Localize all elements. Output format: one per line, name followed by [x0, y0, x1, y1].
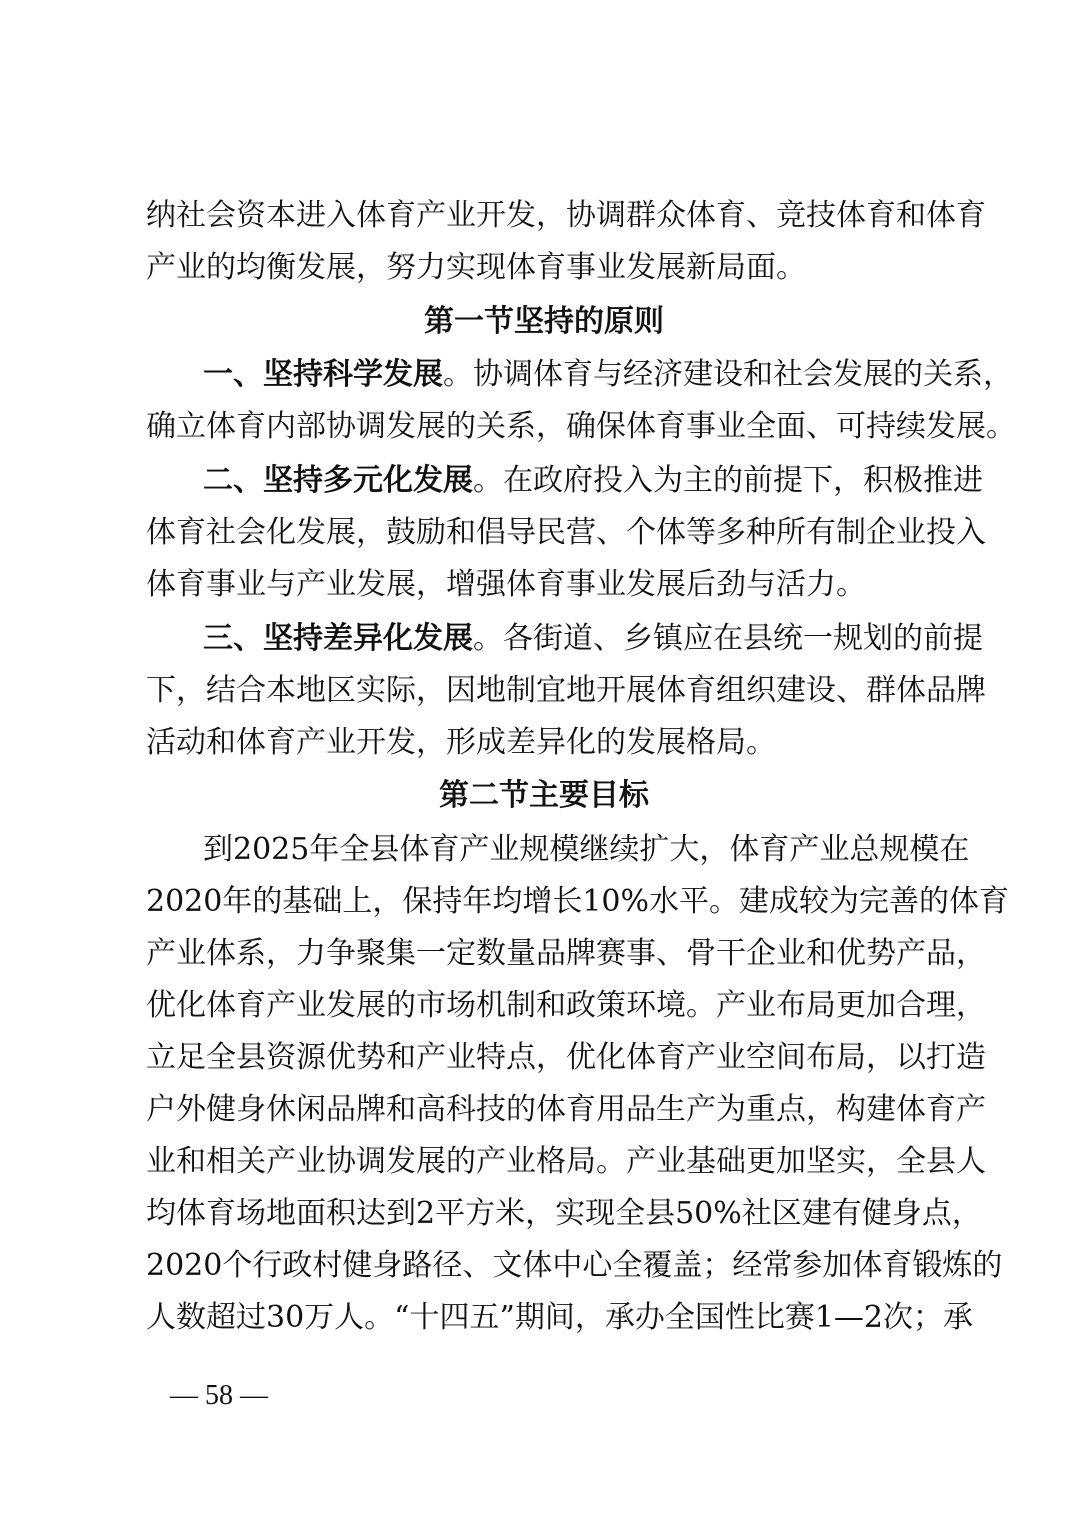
- goal-line-10: 人数超过30万人。“十四五”期间，承办全国性比赛1—2次；承: [146, 1300, 974, 1335]
- goal-line-3: 产业体系，力争聚集一定数量品牌赛事、骨干企业和优势产品，: [146, 936, 986, 971]
- goal-line-6: 户外健身休闲品牌和高科技的体育用品生产为重点，构建体育产: [146, 1092, 986, 1127]
- principle-1-title: 一、坚持科学发展: [203, 357, 443, 392]
- principle-2-text: 。在政府投入为主的前提下，积极推进: [473, 463, 983, 498]
- goal-line-4: 优化体育产业发展的市场机制和政策环境。产业布局更加合理，: [146, 988, 986, 1023]
- section-1-heading: 第一节坚持的原则: [424, 304, 664, 339]
- principle-2-line-1: [203, 455, 983, 507]
- principle-1-line-2: 确立体育内部协调发展的关系，确保体育事业全面、可持续发展。: [146, 409, 1016, 444]
- intro-line-1: 纳社会资本进入体育产业开发，协调群众体育、竞技体育和体育: [146, 198, 986, 233]
- principle-1-line-1: [203, 349, 1013, 401]
- principle-1-text: 。协调体育与经济建设和社会发展的关系，: [443, 357, 1013, 392]
- page-number: — 58 —: [170, 1380, 268, 1411]
- principle-3-title: 三、坚持差异化发展: [203, 621, 473, 656]
- goal-line-5: 立足全县资源优势和产业特点，优化体育产业空间布局，以打造: [146, 1040, 986, 1075]
- principle-2-line-3: 体育事业与产业发展，增强体育事业发展后劲与活力。: [146, 567, 866, 602]
- principle-3-line-3: 活动和体育产业开发，形成差异化的发展格局。: [146, 725, 776, 760]
- principle-3-line-1: [203, 613, 983, 665]
- goal-line-2: 2020年的基础上，保持年均增长10%水平。建成较为完善的体育: [146, 884, 1010, 919]
- principle-3-line-2: 下，结合本地区实际，因地制宜地开展体育组织建设、群体品牌: [146, 673, 986, 708]
- intro-line-2: 产业的均衡发展，努力实现体育事业发展新局面。: [146, 250, 806, 285]
- principle-2-title: 二、坚持多元化发展: [203, 463, 473, 498]
- principle-2-line-2: 体育社会化发展，鼓励和倡导民营、个体等多种所有制企业投入: [146, 515, 986, 550]
- goal-line-1: 到2025年全县体育产业规模继续扩大，体育产业总规模在: [203, 832, 970, 867]
- principle-3-text: 。各街道、乡镇应在县统一规划的前提: [473, 621, 983, 656]
- goal-line-9: 2020个行政村健身路径、文体中心全覆盖；经常参加体育锻炼的: [146, 1248, 1003, 1283]
- goal-line-8: 均体育场地面积达到2平方米，实现全县50%社区建有健身点，: [146, 1196, 982, 1231]
- section-2-heading: 第二节主要目标: [439, 778, 649, 813]
- goal-line-7: 业和相关产业协调发展的产业格局。产业基础更加坚实，全县人: [146, 1144, 986, 1179]
